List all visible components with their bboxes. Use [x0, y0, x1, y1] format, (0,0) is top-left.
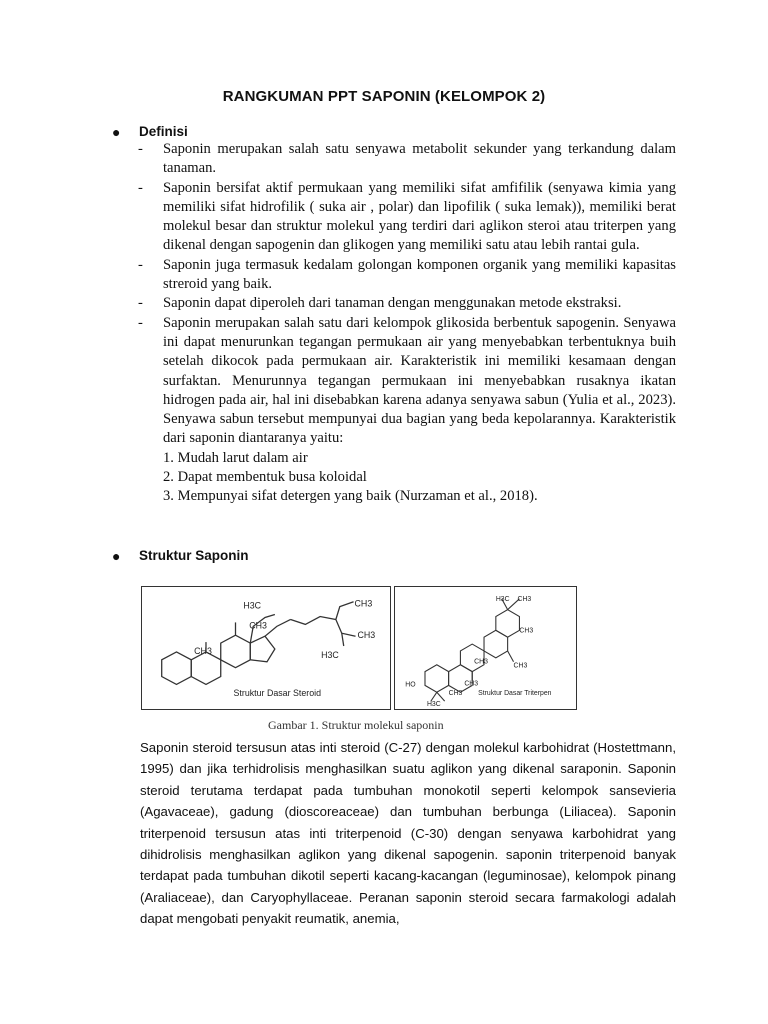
dash-marker: - [138, 295, 143, 312]
figure-caption: Gambar 1. Struktur molekul saponin [268, 718, 444, 732]
bullet-icon: ● [112, 548, 121, 564]
body-paragraph: Saponin steroid tersusun atas inti steroid (C-27) dengan molekul karbohidrat (Hostettmann, 1995) dan jika terhidrolisis menghasilkan suatu aglikon yang dikenal saraponin. Saponin steroid terutama terdapat pada tumbuhan monokotil seperti kelompok sansevieria (Agavaceae), gadung (dioscoreaceae) dan tumbuhan berbunga (Liliacea). Saponin triterpenoid tersusun atas inti triterpenoid (C-30) dengan senyawa karbohidrat yang dihidrolisis menghasilkan aglikon yang dikenal sapogenin. saponin triterpenoid banyak terdapat pada tumbuhan dikotil seperti kacang-kacangan (leguminosae), kelompok pinang (Araliaceae), dan Caryophyllaceae. Peranan saponin steroid secara farmakologi adalah dapat mengobati penyakit reumatik, anemia, [140, 740, 676, 927]
triterpen-structure-panel [394, 586, 577, 710]
characteristic-item: 2. Dapat membentuk busa koloidal [163, 469, 367, 486]
dash-marker: - [138, 179, 143, 196]
list-item [138, 179, 676, 256]
group-label: H3C [243, 600, 262, 611]
group-label: CH3 [354, 598, 373, 609]
list-item-text: Saponin juga termasuk kedalam golongan komponen organik yang memiliki kapasitas streroid yang baik. [163, 256, 676, 293]
group-label: CH3 [448, 690, 463, 698]
list-item [138, 294, 676, 313]
list-item [138, 140, 676, 179]
group-label: CH3 [513, 662, 528, 670]
list-item-text: Saponin dapat diperoleh dari tanaman dengan menggunakan metode ekstraksi. [163, 295, 622, 312]
definition-list [138, 140, 676, 507]
triterpen-structure-diagram [395, 587, 576, 709]
group-label: H3C [495, 595, 510, 603]
dash-marker: - [138, 256, 143, 273]
structure-figure [141, 586, 577, 710]
list-item-text: Saponin merupakan salah satu senyawa metabolit sekunder yang terkandung dalam tanaman. [163, 141, 676, 177]
group-label: H3C [426, 701, 441, 709]
list-item-text: Saponin bersifat aktif permukaan yang memiliki sifat amfifilik (senyawa kimia yang memiliki sifat hidrofilik ( suka air , polar) dan lipofilik ( suka lemak)), memiliki berat molekul besar dan struktur molekul yang terdiri dari aglikon steroi atau triterpen yang dikenal dengan sapogenin dan glikogen yang memiliki satu atau lebih rantai gula. [163, 179, 676, 254]
group-label: H3C [321, 649, 339, 660]
characteristic-item: 3. Mempunyai sifat detergen yang baik (Nurzaman et al., 2018). [163, 488, 538, 505]
group-label: CH3 [357, 630, 376, 641]
page-title: RANGKUMAN PPT SAPONIN (KELOMPOK 2) [222, 88, 546, 105]
list-item [138, 256, 676, 295]
list-item-text: Saponin merupakan salah satu dari kelompok glikosida berbentuk sapogenin. Senyawa ini dapat menurunkan tegangan permukaan air yang menyebabkan terbentuknya buih setelah dikocok pada permukaan air. Karakteristik ini memiliki kesamaan dengan surfaktan. Menurunnya tegangan permukaan ini menyebabkan rusaknya ikatan hidrogen pada air, hal ini disebabkan karena adanya senyawa sabun (Yulia et al., 2023). Senyawa sabun tersebut mempunyai dua bagian yang beda kepolarannya. Karakteristik dari saponin diantaranya yaitu: [163, 314, 676, 447]
section-label: Struktur Saponin [139, 548, 249, 563]
group-label: CH3 [464, 680, 479, 688]
dash-marker: - [138, 314, 143, 331]
structure-label: Struktur Dasar Triterpen [478, 690, 552, 698]
group-label: CH3 [517, 595, 532, 603]
group-label: HO [405, 681, 416, 689]
group-label: CH3 [194, 645, 212, 656]
group-label: CH3 [519, 627, 534, 635]
group-label: CH3 [474, 658, 488, 666]
characteristic-item: 1. Mudah larut dalam air [163, 449, 308, 466]
group-label: CH3 [249, 620, 267, 631]
section-label: Definisi [139, 124, 188, 139]
steroid-structure-panel [141, 586, 391, 710]
dash-marker: - [138, 141, 143, 157]
list-item [138, 314, 676, 507]
bullet-icon: ● [112, 124, 121, 140]
steroid-structure-diagram [142, 587, 390, 709]
structure-label: Struktur Dasar Steroid [233, 688, 322, 699]
